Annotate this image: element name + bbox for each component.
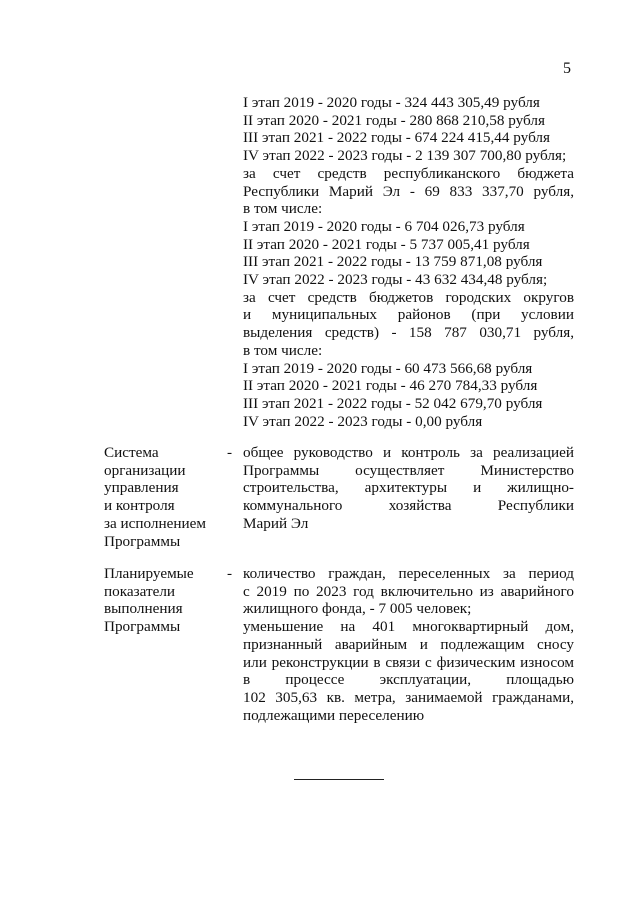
funding-line: III этап 2021 - 2022 годы - 674 224 415,44 рубля [243,129,550,147]
indicators-label [104,565,234,636]
page-number: 5 [563,60,571,77]
republic-budget-line: в том числе: [243,200,323,218]
label-line: показатели [104,582,176,600]
management-text [243,444,574,533]
indicators-line: количество граждан, переселенных за период [243,565,574,582]
indicators-line: 102 305,63 кв. метра, занимаемой гражданами, [243,688,574,706]
management-label [104,444,234,550]
label-line: организации [104,461,186,479]
funding-line: I этап 2019 - 2020 годы - 324 443 305,49 рубля [243,94,540,111]
funding-line: II этап 2020 - 2021 годы - 46 270 784,33 рубля [243,377,538,395]
funding-line: II этап 2020 - 2021 годы - 5 737 005,41 рубля [243,235,530,253]
funding-block [243,94,574,430]
funding-line: III этап 2021 - 2022 годы - 52 042 679,70 рубля [243,394,543,412]
republic-budget-line: Республики Марий Эл - 69 833 337,70 рубля, [243,182,574,200]
management-line: коммунального хозяйства Республики [243,497,574,515]
municipal-budget-line: за счет средств бюджетов городских округов [243,288,574,306]
indicators-line: признанный аварийным и подлежащим сносу [243,635,574,653]
label-line: Система [104,444,159,461]
funding-line: IV этап 2022 - 2023 годы - 2 139 307 700,80 рубля; [243,147,567,165]
indicators-line: подлежащими переселению [243,706,425,724]
label-line: Программы [104,618,181,636]
label-line: управления [104,479,179,497]
management-line: строительства, архитектуры и жилищно- [243,479,574,497]
indicators-line: в процессе эксплуатации, площадью [243,671,574,689]
indicators-dash: - [227,565,233,582]
management-line: общее руководство и контроль за реализацией [243,444,574,461]
indicators-text [243,565,574,724]
label-line: Программы [104,532,181,550]
indicators-line: жилищного фонда, - 7 005 человек; [243,600,472,618]
funding-line: IV этап 2022 - 2023 годы - 0,00 рубля [243,412,483,430]
end-divider [294,779,384,780]
label-line: выполнения [104,600,183,618]
management-dash: - [227,444,233,461]
republic-budget-line: за счет средств республиканского бюджета [243,164,574,182]
indicators-line: уменьшение на 401 многоквартирный дом, [243,618,574,636]
funding-line: II этап 2020 - 2021 годы - 280 868 210,58 рубля [243,111,545,129]
label-line: Планируемые [104,565,194,582]
management-line: Марий Эл [243,514,309,532]
funding-line: III этап 2021 - 2022 годы - 13 759 871,08 рубля [243,253,543,271]
indicators-line: с 2019 по 2023 год включительно из аварийного [243,582,574,600]
indicators-line: или реконструкции в связи с физическим износом [243,653,574,671]
funding-line: IV этап 2022 - 2023 годы - 43 632 434,48 рубля; [243,271,548,289]
label-line: за исполнением [104,514,206,532]
label-line: и контроля [104,497,175,515]
funding-line: I этап 2019 - 2020 годы - 6 704 026,73 рубля [243,217,525,235]
municipal-budget-line: и муниципальных районов (при условии [243,306,574,324]
funding-line: I этап 2019 - 2020 годы - 60 473 566,68 рубля [243,359,533,377]
municipal-budget-line: в том числе: [243,341,323,359]
management-line: Программы осуществляет Министерство [243,461,574,479]
municipal-budget-line: выделения средств) - 158 787 030,71 рубля, [243,324,574,342]
